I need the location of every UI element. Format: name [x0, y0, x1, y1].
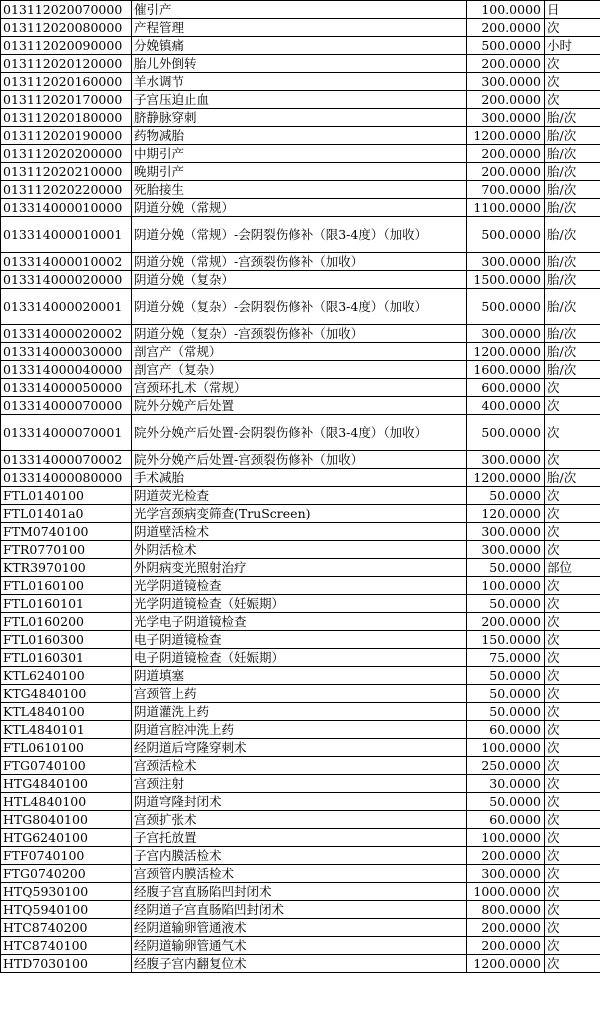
item-unit: 次: [545, 775, 600, 793]
table-row: [1, 847, 600, 865]
item-code: FTG0740200: [1, 865, 132, 883]
item-unit: 次: [545, 73, 600, 91]
table-row: [1, 217, 600, 253]
item-unit: 次: [545, 937, 600, 955]
item-code: FTL0160100: [1, 577, 132, 595]
item-unit: 次: [545, 883, 600, 901]
item-name: 阴道宫腔冲洗上药: [132, 721, 467, 739]
item-price: 300.0000: [467, 73, 545, 91]
item-code: 013314000040000: [1, 361, 132, 379]
item-price: 400.0000: [467, 397, 545, 415]
item-code: FTL0160101: [1, 595, 132, 613]
item-name: 子宫托放置: [132, 829, 467, 847]
table-row: [1, 901, 600, 919]
table-row: [1, 163, 600, 181]
item-price: 300.0000: [467, 523, 545, 541]
item-name: 阴道分娩（复杂）: [132, 271, 467, 289]
item-name: 子宫压迫止血: [132, 91, 467, 109]
item-price: 300.0000: [467, 253, 545, 271]
item-code: FTL0160300: [1, 631, 132, 649]
item-code: FTL0160301: [1, 649, 132, 667]
item-code: 013112020200000: [1, 145, 132, 163]
item-name: 产程管理: [132, 19, 467, 37]
item-name: 外阴活检术: [132, 541, 467, 559]
fee-table-body: [1, 1, 600, 973]
item-code: HTG4840100: [1, 775, 132, 793]
item-code: 013314000020001: [1, 289, 132, 325]
item-price: 200.0000: [467, 19, 545, 37]
item-price: 300.0000: [467, 865, 545, 883]
item-unit: 次: [545, 523, 600, 541]
item-name: 阴道荧光检查: [132, 487, 467, 505]
item-code: FTL0140100: [1, 487, 132, 505]
item-price: 600.0000: [467, 379, 545, 397]
table-row: [1, 883, 600, 901]
item-code: 013314000070000: [1, 397, 132, 415]
table-row: [1, 631, 600, 649]
item-unit: 次: [545, 739, 600, 757]
table-row: [1, 757, 600, 775]
item-code: HTQ5930100: [1, 883, 132, 901]
item-price: 200.0000: [467, 55, 545, 73]
item-code: 013314000030000: [1, 343, 132, 361]
item-price: 100.0000: [467, 1, 545, 19]
item-name: 光学宫颈病变筛查(TruScreen): [132, 505, 467, 523]
item-code: 013314000010000: [1, 199, 132, 217]
item-unit: 次: [545, 865, 600, 883]
item-code: 013314000070002: [1, 451, 132, 469]
table-row: [1, 829, 600, 847]
item-name: 阴道填塞: [132, 667, 467, 685]
table-row: [1, 145, 600, 163]
item-code: HTC8740200: [1, 919, 132, 937]
item-price: 500.0000: [467, 217, 545, 253]
item-price: 1200.0000: [467, 469, 545, 487]
item-unit: 次: [545, 847, 600, 865]
table-row: [1, 559, 600, 577]
item-unit: 次: [545, 721, 600, 739]
item-name: 手术减胎: [132, 469, 467, 487]
table-row: [1, 415, 600, 451]
item-price: 30.0000: [467, 775, 545, 793]
item-name: 经阴道输卵管通液术: [132, 919, 467, 937]
table-row: [1, 919, 600, 937]
item-code: 013112020090000: [1, 37, 132, 55]
table-row: [1, 667, 600, 685]
table-row: [1, 811, 600, 829]
item-unit: 胎/次: [545, 325, 600, 343]
item-unit: 次: [545, 631, 600, 649]
item-price: 1600.0000: [467, 361, 545, 379]
item-code: 013112020180000: [1, 109, 132, 127]
item-price: 50.0000: [467, 685, 545, 703]
item-name: 院外分娩产后处置: [132, 397, 467, 415]
table-row: [1, 37, 600, 55]
item-code: KTR3970100: [1, 559, 132, 577]
item-code: FTL0610100: [1, 739, 132, 757]
table-row: [1, 343, 600, 361]
item-unit: 次: [545, 541, 600, 559]
table-row: [1, 487, 600, 505]
item-price: 800.0000: [467, 901, 545, 919]
item-code: 013314000020000: [1, 271, 132, 289]
item-name: 光学电子阴道镜检查: [132, 613, 467, 631]
item-code: 013112020190000: [1, 127, 132, 145]
item-name: 羊水调节: [132, 73, 467, 91]
item-price: 1000.0000: [467, 883, 545, 901]
item-price: 120.0000: [467, 505, 545, 523]
item-price: 60.0000: [467, 721, 545, 739]
item-unit: 胎/次: [545, 181, 600, 199]
item-code: FTM0740100: [1, 523, 132, 541]
item-code: HTG6240100: [1, 829, 132, 847]
item-unit: 胎/次: [545, 145, 600, 163]
table-row: [1, 523, 600, 541]
item-unit: 次: [545, 487, 600, 505]
item-name: 药物减胎: [132, 127, 467, 145]
item-unit: 次: [545, 757, 600, 775]
table-row: [1, 685, 600, 703]
item-unit: 次: [545, 901, 600, 919]
item-price: 200.0000: [467, 919, 545, 937]
item-code: HTQ5940100: [1, 901, 132, 919]
item-code: 013314000010002: [1, 253, 132, 271]
item-name: 阴道分娩（常规）-宫颈裂伤修补（加收）: [132, 253, 467, 271]
item-code: FTG0740100: [1, 757, 132, 775]
item-price: 50.0000: [467, 703, 545, 721]
table-row: [1, 739, 600, 757]
item-unit: 次: [545, 685, 600, 703]
table-row: [1, 199, 600, 217]
item-name: 宫颈管内膜活检术: [132, 865, 467, 883]
item-code: 013314000070001: [1, 415, 132, 451]
item-name: 宫颈扩张术: [132, 811, 467, 829]
item-code: 013112020120000: [1, 55, 132, 73]
table-row: [1, 721, 600, 739]
item-unit: 胎/次: [545, 199, 600, 217]
item-name: 宫颈注射: [132, 775, 467, 793]
item-code: 013112020210000: [1, 163, 132, 181]
item-code: FTL01401a0: [1, 505, 132, 523]
item-code: KTL4840100: [1, 703, 132, 721]
item-unit: 次: [545, 703, 600, 721]
item-price: 200.0000: [467, 145, 545, 163]
item-price: 200.0000: [467, 163, 545, 181]
item-name: 经腹子宫内翻复位术: [132, 955, 467, 973]
item-unit: 次: [545, 379, 600, 397]
item-code: FTR0770100: [1, 541, 132, 559]
item-unit: 次: [545, 451, 600, 469]
item-unit: 部位: [545, 559, 600, 577]
item-code: 013314000050000: [1, 379, 132, 397]
item-name: 晚期引产: [132, 163, 467, 181]
item-name: 子宫内膜活检术: [132, 847, 467, 865]
item-price: 60.0000: [467, 811, 545, 829]
item-name: 剖宫产（常规）: [132, 343, 467, 361]
table-row: [1, 469, 600, 487]
item-code: KTL4840101: [1, 721, 132, 739]
item-price: 700.0000: [467, 181, 545, 199]
table-row: [1, 361, 600, 379]
item-name: 阴道穹隆封闭术: [132, 793, 467, 811]
item-code: 013314000020002: [1, 325, 132, 343]
table-row: [1, 73, 600, 91]
item-price: 75.0000: [467, 649, 545, 667]
item-name: 宫颈环扎术（常规）: [132, 379, 467, 397]
table-row: [1, 613, 600, 631]
item-unit: 次: [545, 613, 600, 631]
item-unit: 胎/次: [545, 217, 600, 253]
table-row: [1, 397, 600, 415]
item-unit: 次: [545, 955, 600, 973]
item-price: 1200.0000: [467, 955, 545, 973]
item-name: 光学阴道镜检查（妊娠期）: [132, 595, 467, 613]
table-row: [1, 1, 600, 19]
item-name: 阴道分娩（复杂）-会阴裂伤修补（限3-4度）（加收）: [132, 289, 467, 325]
item-price: 300.0000: [467, 541, 545, 559]
table-row: [1, 937, 600, 955]
item-price: 100.0000: [467, 739, 545, 757]
item-price: 200.0000: [467, 613, 545, 631]
item-unit: 次: [545, 397, 600, 415]
table-row: [1, 775, 600, 793]
item-name: 经阴道输卵管通气术: [132, 937, 467, 955]
item-name: 经腹子宫直肠陷凹封闭术: [132, 883, 467, 901]
item-unit: 胎/次: [545, 343, 600, 361]
table-row: [1, 289, 600, 325]
item-unit: 次: [545, 793, 600, 811]
item-price: 50.0000: [467, 595, 545, 613]
item-unit: 小时: [545, 37, 600, 55]
item-price: 50.0000: [467, 667, 545, 685]
item-price: 50.0000: [467, 793, 545, 811]
item-name: 剖宫产（复杂）: [132, 361, 467, 379]
item-code: 013112020070000: [1, 1, 132, 19]
item-price: 150.0000: [467, 631, 545, 649]
table-row: [1, 451, 600, 469]
item-price: 200.0000: [467, 847, 545, 865]
table-row: [1, 325, 600, 343]
item-name: 院外分娩产后处置-宫颈裂伤修补（加收）: [132, 451, 467, 469]
item-name: 胎儿外倒转: [132, 55, 467, 73]
item-code: HTD7030100: [1, 955, 132, 973]
item-price: 50.0000: [467, 487, 545, 505]
item-name: 脐静脉穿刺: [132, 109, 467, 127]
item-price: 1100.0000: [467, 199, 545, 217]
item-unit: 日: [545, 1, 600, 19]
item-code: HTG8040100: [1, 811, 132, 829]
item-code: FTF0740100: [1, 847, 132, 865]
item-price: 1200.0000: [467, 127, 545, 145]
table-row: [1, 577, 600, 595]
table-row: [1, 595, 600, 613]
table-row: [1, 127, 600, 145]
item-unit: 胎/次: [545, 253, 600, 271]
item-name: 分娩镇痛: [132, 37, 467, 55]
item-price: 500.0000: [467, 415, 545, 451]
item-unit: 次: [545, 667, 600, 685]
table-row: [1, 703, 600, 721]
item-code: KTL6240100: [1, 667, 132, 685]
item-name: 阴道灌洗上药: [132, 703, 467, 721]
item-price: 250.0000: [467, 757, 545, 775]
table-row: [1, 271, 600, 289]
item-unit: 次: [545, 415, 600, 451]
item-price: 300.0000: [467, 451, 545, 469]
item-price: 100.0000: [467, 829, 545, 847]
item-name: 中期引产: [132, 145, 467, 163]
item-unit: 次: [545, 595, 600, 613]
item-unit: 次: [545, 577, 600, 595]
table-row: [1, 109, 600, 127]
item-name: 经阴道后穹隆穿刺术: [132, 739, 467, 757]
item-name: 光学阴道镜检查: [132, 577, 467, 595]
item-name: 宫颈活检术: [132, 757, 467, 775]
item-name: 院外分娩产后处置-会阴裂伤修补（限3-4度）（加收）: [132, 415, 467, 451]
item-unit: 胎/次: [545, 163, 600, 181]
table-row: [1, 19, 600, 37]
item-code: 013112020080000: [1, 19, 132, 37]
item-unit: 胎/次: [545, 127, 600, 145]
item-name: 经阴道子宫直肠陷凹封闭术: [132, 901, 467, 919]
item-unit: 胎/次: [545, 289, 600, 325]
item-code: HTL4840100: [1, 793, 132, 811]
item-price: 1200.0000: [467, 343, 545, 361]
item-price: 200.0000: [467, 91, 545, 109]
item-name: 电子阴道镜检查（妊娠期）: [132, 649, 467, 667]
table-row: [1, 505, 600, 523]
item-name: 外阴病变光照射治疗: [132, 559, 467, 577]
item-price: 50.0000: [467, 559, 545, 577]
item-price: 300.0000: [467, 325, 545, 343]
item-unit: 次: [545, 649, 600, 667]
table-row: [1, 955, 600, 973]
item-price: 1500.0000: [467, 271, 545, 289]
item-unit: 次: [545, 919, 600, 937]
item-name: 宫颈管上药: [132, 685, 467, 703]
table-row: [1, 541, 600, 559]
table-row: [1, 649, 600, 667]
item-price: 300.0000: [467, 109, 545, 127]
item-price: 500.0000: [467, 289, 545, 325]
item-price: 100.0000: [467, 577, 545, 595]
item-name: 催引产: [132, 1, 467, 19]
table-row: [1, 55, 600, 73]
item-unit: 胎/次: [545, 361, 600, 379]
item-unit: 次: [545, 505, 600, 523]
item-price: 500.0000: [467, 37, 545, 55]
table-row: [1, 865, 600, 883]
table-row: [1, 379, 600, 397]
table-row: [1, 793, 600, 811]
item-code: 013112020220000: [1, 181, 132, 199]
item-unit: 次: [545, 91, 600, 109]
item-unit: 次: [545, 829, 600, 847]
item-code: KTG4840100: [1, 685, 132, 703]
item-name: 电子阴道镜检查: [132, 631, 467, 649]
table-row: [1, 253, 600, 271]
item-code: 013112020160000: [1, 73, 132, 91]
item-code: HTC8740100: [1, 937, 132, 955]
table-row: [1, 91, 600, 109]
item-name: 阴道壁活检术: [132, 523, 467, 541]
item-code: 013314000080000: [1, 469, 132, 487]
table-row: [1, 181, 600, 199]
item-name: 阴道分娩（常规）-会阴裂伤修补（限3-4度）（加收）: [132, 217, 467, 253]
item-code: 013112020170000: [1, 91, 132, 109]
item-unit: 次: [545, 811, 600, 829]
item-unit: 次: [545, 55, 600, 73]
item-unit: 胎/次: [545, 469, 600, 487]
item-price: 200.0000: [467, 937, 545, 955]
item-code: FTL0160200: [1, 613, 132, 631]
item-unit: 胎/次: [545, 271, 600, 289]
item-unit: 次: [545, 19, 600, 37]
item-name: 阴道分娩（常规）: [132, 199, 467, 217]
item-code: 013314000010001: [1, 217, 132, 253]
item-name: 死胎接生: [132, 181, 467, 199]
item-name: 阴道分娩（复杂）-宫颈裂伤修补（加收）: [132, 325, 467, 343]
item-unit: 胎/次: [545, 109, 600, 127]
